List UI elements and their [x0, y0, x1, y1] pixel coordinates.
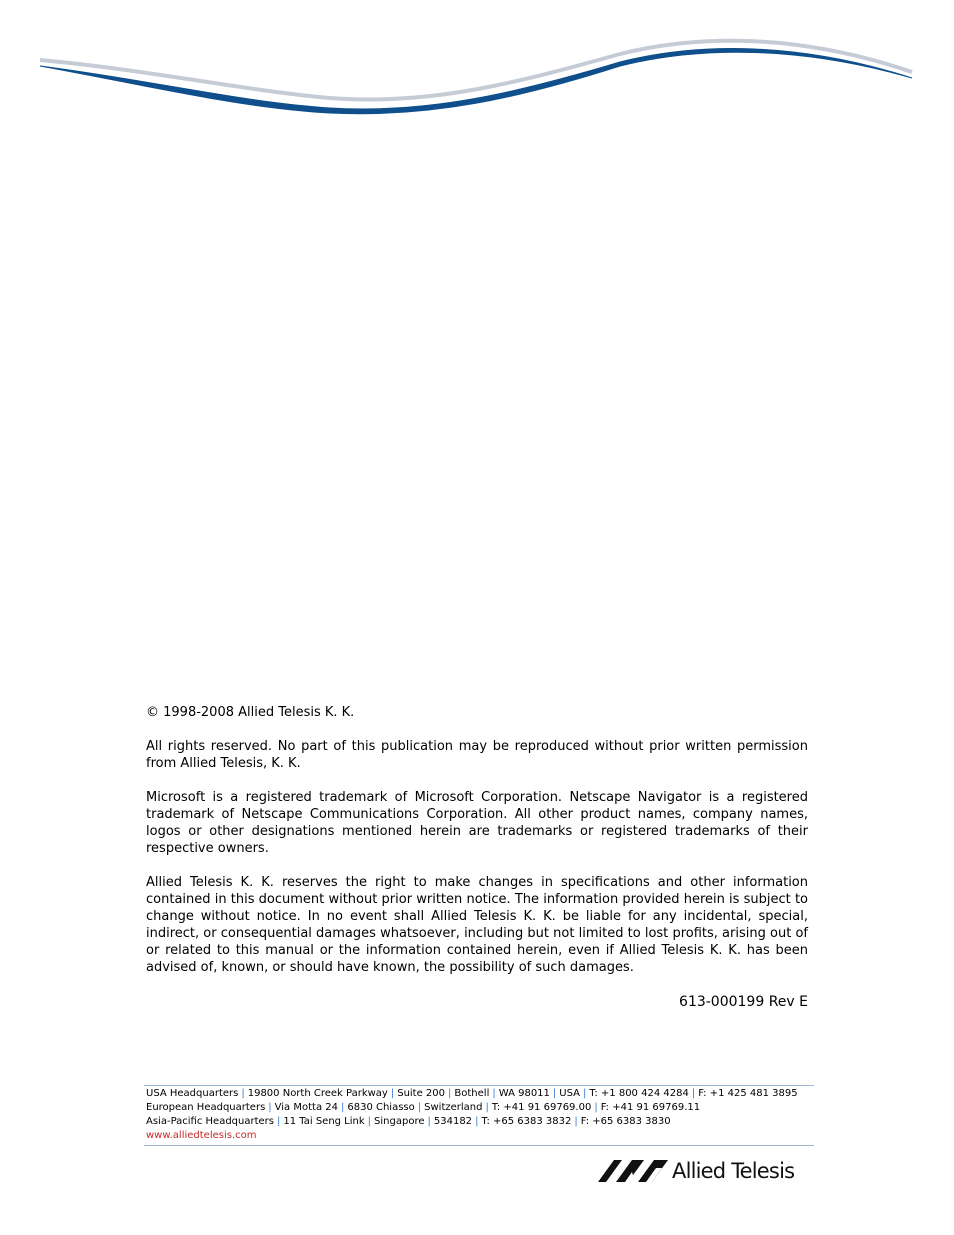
footer-addresses [144, 1085, 814, 1146]
part-number: 613-000199 Rev E [679, 994, 808, 1010]
asia-street: 11 Tai Seng Link [283, 1116, 365, 1127]
logo-wordmark: Allied Telesis [672, 1159, 795, 1183]
copyright-line: © 1998-2008 Allied Telesis K. K. [146, 705, 355, 720]
usa-suite: Suite 200 [397, 1088, 446, 1099]
asia-hq-label: Asia-Pacific Headquarters [146, 1116, 274, 1127]
website-link[interactable]: www.alliedtelesis.com [146, 1130, 257, 1141]
trademark-paragraph: Microsoft is a registered trademark of Microsoft Corporation. Netscape Navigator is a registered trademark of Netscape Communications Corporation. All other product names, company names, logos or other designations mentioned herein are trademarks or registered trademarks of their respective owners. [146, 790, 808, 856]
usa-hq-label: USA Headquarters [146, 1088, 239, 1099]
legal-notice [146, 704, 808, 1011]
usa-country: USA [559, 1088, 580, 1099]
asia-fax: F: +65 6383 3830 [580, 1116, 671, 1127]
europe-country: Switzerland [424, 1102, 483, 1113]
europe-fax: F: +41 91 69769.11 [600, 1102, 701, 1113]
asia-city: Singapore [374, 1116, 425, 1127]
europe-phone: T: +41 91 69769.00 [491, 1102, 592, 1113]
asia-phone: T: +65 6383 3832 [481, 1116, 572, 1127]
allied-telesis-logo [598, 1156, 810, 1186]
usa-street: 19800 North Creek Parkway [247, 1088, 388, 1099]
europe-hq-label: European Headquarters [146, 1102, 266, 1113]
asia-postal: 534182 [433, 1116, 473, 1127]
usa-phone: T: +1 800 424 4284 [589, 1088, 689, 1099]
europe-city: 6830 Chiasso [347, 1102, 415, 1113]
usa-fax: F: +1 425 481 3895 [698, 1088, 798, 1099]
europe-street: Via Motta 24 [274, 1102, 338, 1113]
allied-telesis-mark-icon [598, 1160, 668, 1182]
header-wave-decoration [0, 0, 954, 140]
asia-address-line: Asia-Pacific Headquarters | 11 Tai Seng Link | Singapore | 534182 | T: +65 6383 3832 | F: +65 6383 3830 [146, 1116, 671, 1127]
usa-address-line: USA Headquarters | 19800 North Creek Parkway | Suite 200 | Bothell | WA 98011 | USA | T: +1 800 424 4284 | F: +1 425 481 3895 [146, 1088, 798, 1099]
rights-paragraph: All rights reserved. No part of this publication may be reproduced without prior written permission from Allied Telesis, K. K. [146, 739, 808, 771]
usa-city: Bothell [454, 1088, 490, 1099]
usa-state-zip: WA 98011 [498, 1088, 550, 1099]
disclaimer-paragraph: Allied Telesis K. K. reserves the right to make changes in specifications and other information contained in this document without prior written notice. The information provided herein is subject to change without notice. In no event shall Allied Telesis K. K. be liable for any incidental, special, indirect, or consequential damages whatsoever, including but not limited to lost profits, arising out of or related to this manual or the information contained herein, even if Allied Telesis K. K. has been advised of, known, or should have known, the possibility of such damages. [146, 875, 808, 975]
europe-address-line: European Headquarters | Via Motta 24 | 6830 Chiasso | Switzerland | T: +41 91 69769.00 | F: +41 91 69769.11 [146, 1102, 701, 1113]
